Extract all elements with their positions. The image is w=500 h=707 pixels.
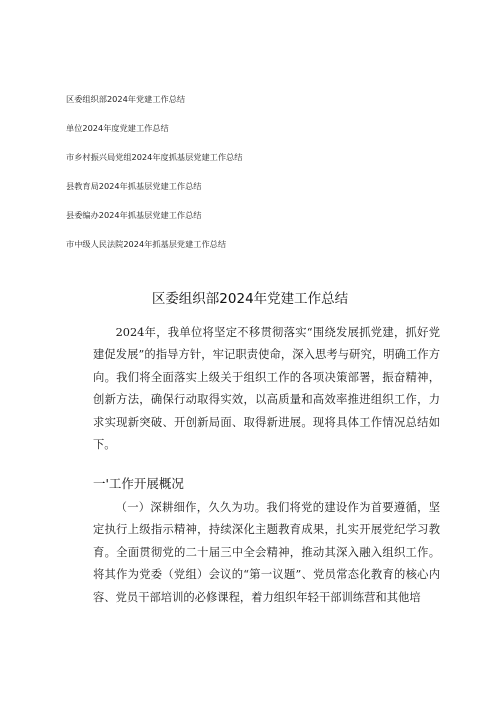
intro-paragraph: 2024年，我单位将坚定不移贯彻落实“围绕发展抓党建，抓好党建促发展”的指导方针，牢记职责使命，深入思考与研究，明确工作方向。我们将全面落实上级关于组织工作的各项决策部署，振奋精神，创新方法，确保行动取得实效，以高质量和高效率推进组织工作，力求实现新突破、开创新局面、取得新进展。现将具体工作情况总结如下。 [93,326,440,452]
related-doc-link[interactable]: 县委编办2024年抓基层党建工作总结 [66,210,202,220]
related-documents-list [66,94,446,268]
section-heading: 一'工作开展概况 [93,476,184,491]
related-doc-link[interactable]: 市中级人民法院2024年抓基层党建工作总结 [66,239,227,249]
section-paragraph: （一）深耕细作，久久为功。我们将党的建设作为首要遵循，坚定执行上级指示精神，持续深化主题教育成果，扎实开展党纪学习教育。全面贯彻党的二十届三中全会精神，推动其深入融入组织工作。将其作为党委（党组）会议的“第一议题”、党员常态化教育的核心内容、党员干部培训的必修课程，着力组织年轻干部训练营和其他培 [93,501,440,604]
related-doc-link[interactable]: 单位2024年度党建工作总结 [66,123,169,133]
related-doc-link[interactable]: 县教育局2024年抓基层党建工作总结 [66,181,202,191]
related-doc-link[interactable]: 市乡村振兴局党组2024年度抓基层党建工作总结 [66,152,243,162]
document-title: 区委组织部2024年党建工作总结 [151,291,349,307]
related-doc-link[interactable]: 区委组织部2024年党建工作总结 [66,94,186,104]
